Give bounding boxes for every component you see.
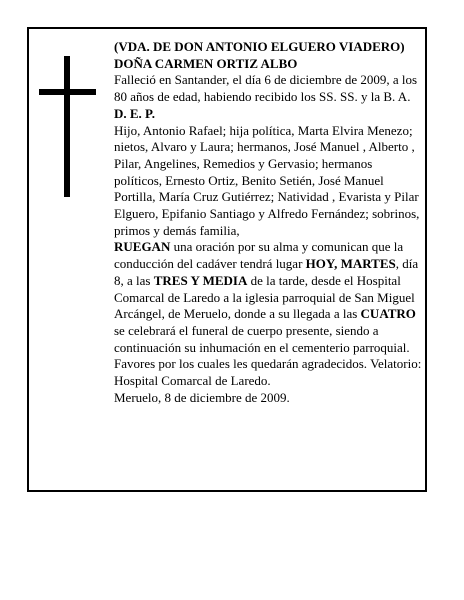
widow-line: (VDA. DE DON ANTONIO ELGUERO VIADERO) (114, 39, 405, 54)
funeral-announcement (114, 239, 422, 389)
place-date: Meruelo, 8 de diciembre de 2009. (114, 389, 290, 405)
cross-horizontal-bar (39, 89, 96, 95)
death-details: Falleció en Santander, el día 6 de diciembre de 2009, a los 80 años de edad, habiendo recibido los SS. SS. y la B. A. (114, 72, 418, 105)
request-time: TRES Y MEDIA (153, 272, 248, 288)
family-list: Hijo, Antonio Rafael; hija política, Marta Elvira Menezo; nietos, Alvaro y Laura; hermanos, José Manuel , Alberto , Pilar, Angelines, Remedios y Gervasio; hermanos políticos, Ernesto Ortiz, Benito Setién, José Manuel Portilla, María Cruz Gutiérrez; Natividad , Evarista y Pilar Elguero, Epifanio Santiago y Alfredo Fernández; sobrinos, primos y demás familia, (114, 122, 420, 238)
obituary-text (114, 39, 422, 406)
cross-vertical-bar (64, 56, 70, 197)
deceased-name: DOÑA CARMEN ORTIZ ALBO (114, 55, 298, 71)
request-text-1: una oración por su alma y comunican que la conducción del cadáver tendrá lugar (114, 239, 404, 272)
request-day: HOY, MARTES (305, 256, 396, 272)
request-text-4: se celebrará el funeral de cuerpo presente, siendo a continuación su inhumación en el cementerio parroquial. Favores por los cuales les quedarán agradecidos. Velatorio: Hospital Comarcal de Laredo. (114, 322, 422, 389)
funeral-time: CUATRO (360, 306, 416, 322)
rest-in-peace: D. E. P. (114, 105, 156, 121)
request-text-2: , día 8, a las (114, 256, 419, 288)
request-text-3: de la tarde, desde el Hospital Comarcal de Laredo a la iglesia parroquial de San Miguel Arcángel, de Meruelo, donde a su llegada a las (114, 272, 415, 322)
request-word: RUEGAN (114, 239, 171, 255)
